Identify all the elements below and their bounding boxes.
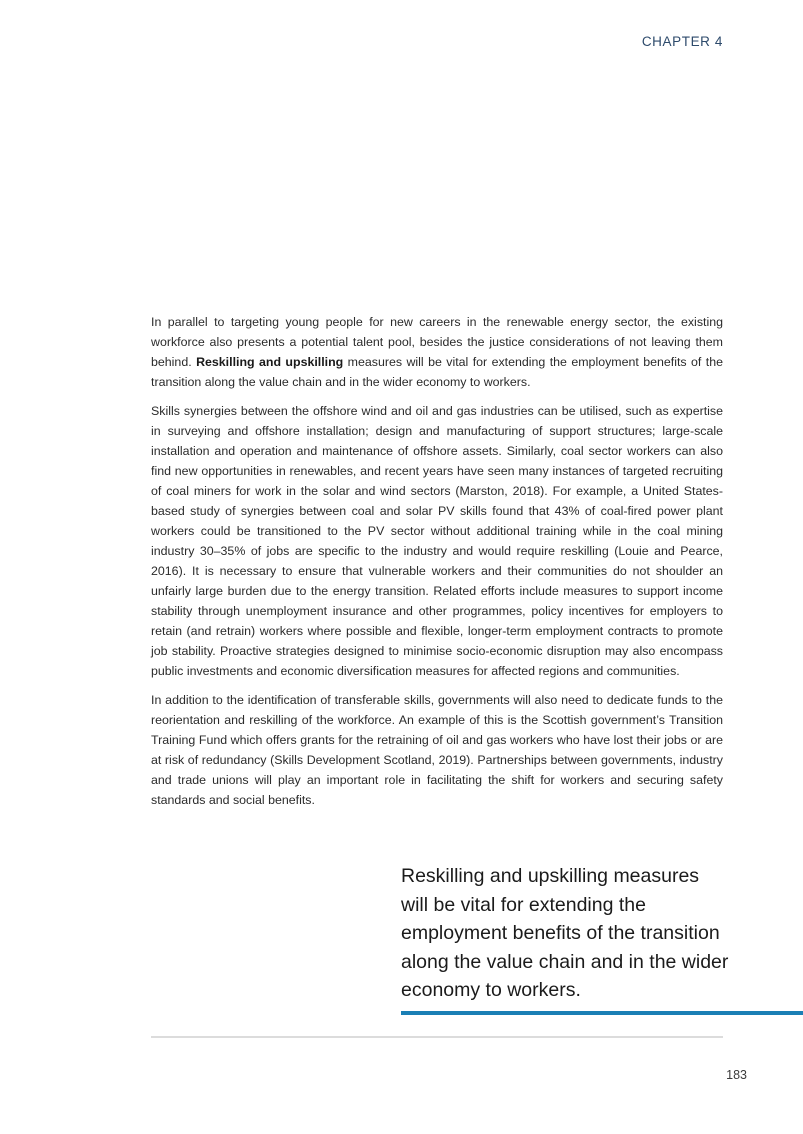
paragraph-1-lead: In parallel to targeting young people for new careers in the renewable energy sector, the existing workforce also presents a potential talent pool, besides the justice considerations of not leaving them behind. bbox=[151, 315, 723, 369]
body-text bbox=[151, 312, 723, 819]
pull-quote: Reskilling and upskilling measures will be vital for extending the employment benefits of the transition along the value chain and in the wider economy to workers. bbox=[401, 865, 729, 1001]
section-divider bbox=[151, 1036, 723, 1038]
chapter-label: CHAPTER 4 bbox=[641, 34, 723, 49]
page-number: 183 bbox=[726, 1068, 747, 1082]
paragraph-3: In addition to the identification of transferable skills, governments will also need to dedicate funds to the reorientation and reskilling of the workforce. An example of this is the Scottish government’s Transition Training Fund which offers grants for the retraining of oil and gas workers who have lost their jobs or are at risk of redundancy (Skills Development Scotland, 2019). Partnerships between governments, industry and trade unions will play an important role in facilitating the shift for workers and securing safety standards and social benefits. bbox=[151, 693, 723, 807]
paragraph-1 bbox=[151, 312, 723, 392]
paragraph-1-tail: measures will be vital for extending the employment benefits of the transition along the value chain and in the wider economy to workers. bbox=[151, 355, 723, 389]
paragraph-2: Skills synergies between the offshore wind and oil and gas industries can be utilised, such as expertise in surveying and offshore installation; design and manufacturing of support structures; large-scale installation and operation and maintenance of offshore assets. Similarly, coal sector workers can also find new opportunities in renewables, and recent years have seen many instances of targeted recruiting of coal miners for work in the solar and wind sectors (Marston, 2018). For example, a United States-based study of synergies between coal and solar PV skills found that 43% of coal-fired power plant workers could be transitioned to the PV sector without additional training while in the coal mining industry 30–35% of jobs are specific to the industry and would require reskilling (Louie and Pearce, 2016). It is necessary to ensure that vulnerable workers and their communities do not shoulder an unfairly large burden due to the energy transition. Related efforts include measures to support income stability through unemployment insurance and other programmes, policy incentives for employers to retain (and retrain) workers where possible and flexible, longer-term employment contracts to promote job stability. Proactive strategies designed to minimise socio-economic disruption may also encompass public investments and economic diversification measures for affected regions and communities. bbox=[151, 404, 723, 678]
pull-quote-underline bbox=[401, 1011, 803, 1015]
paragraph-1-bold-phrase: Reskilling and upskilling bbox=[196, 355, 344, 369]
